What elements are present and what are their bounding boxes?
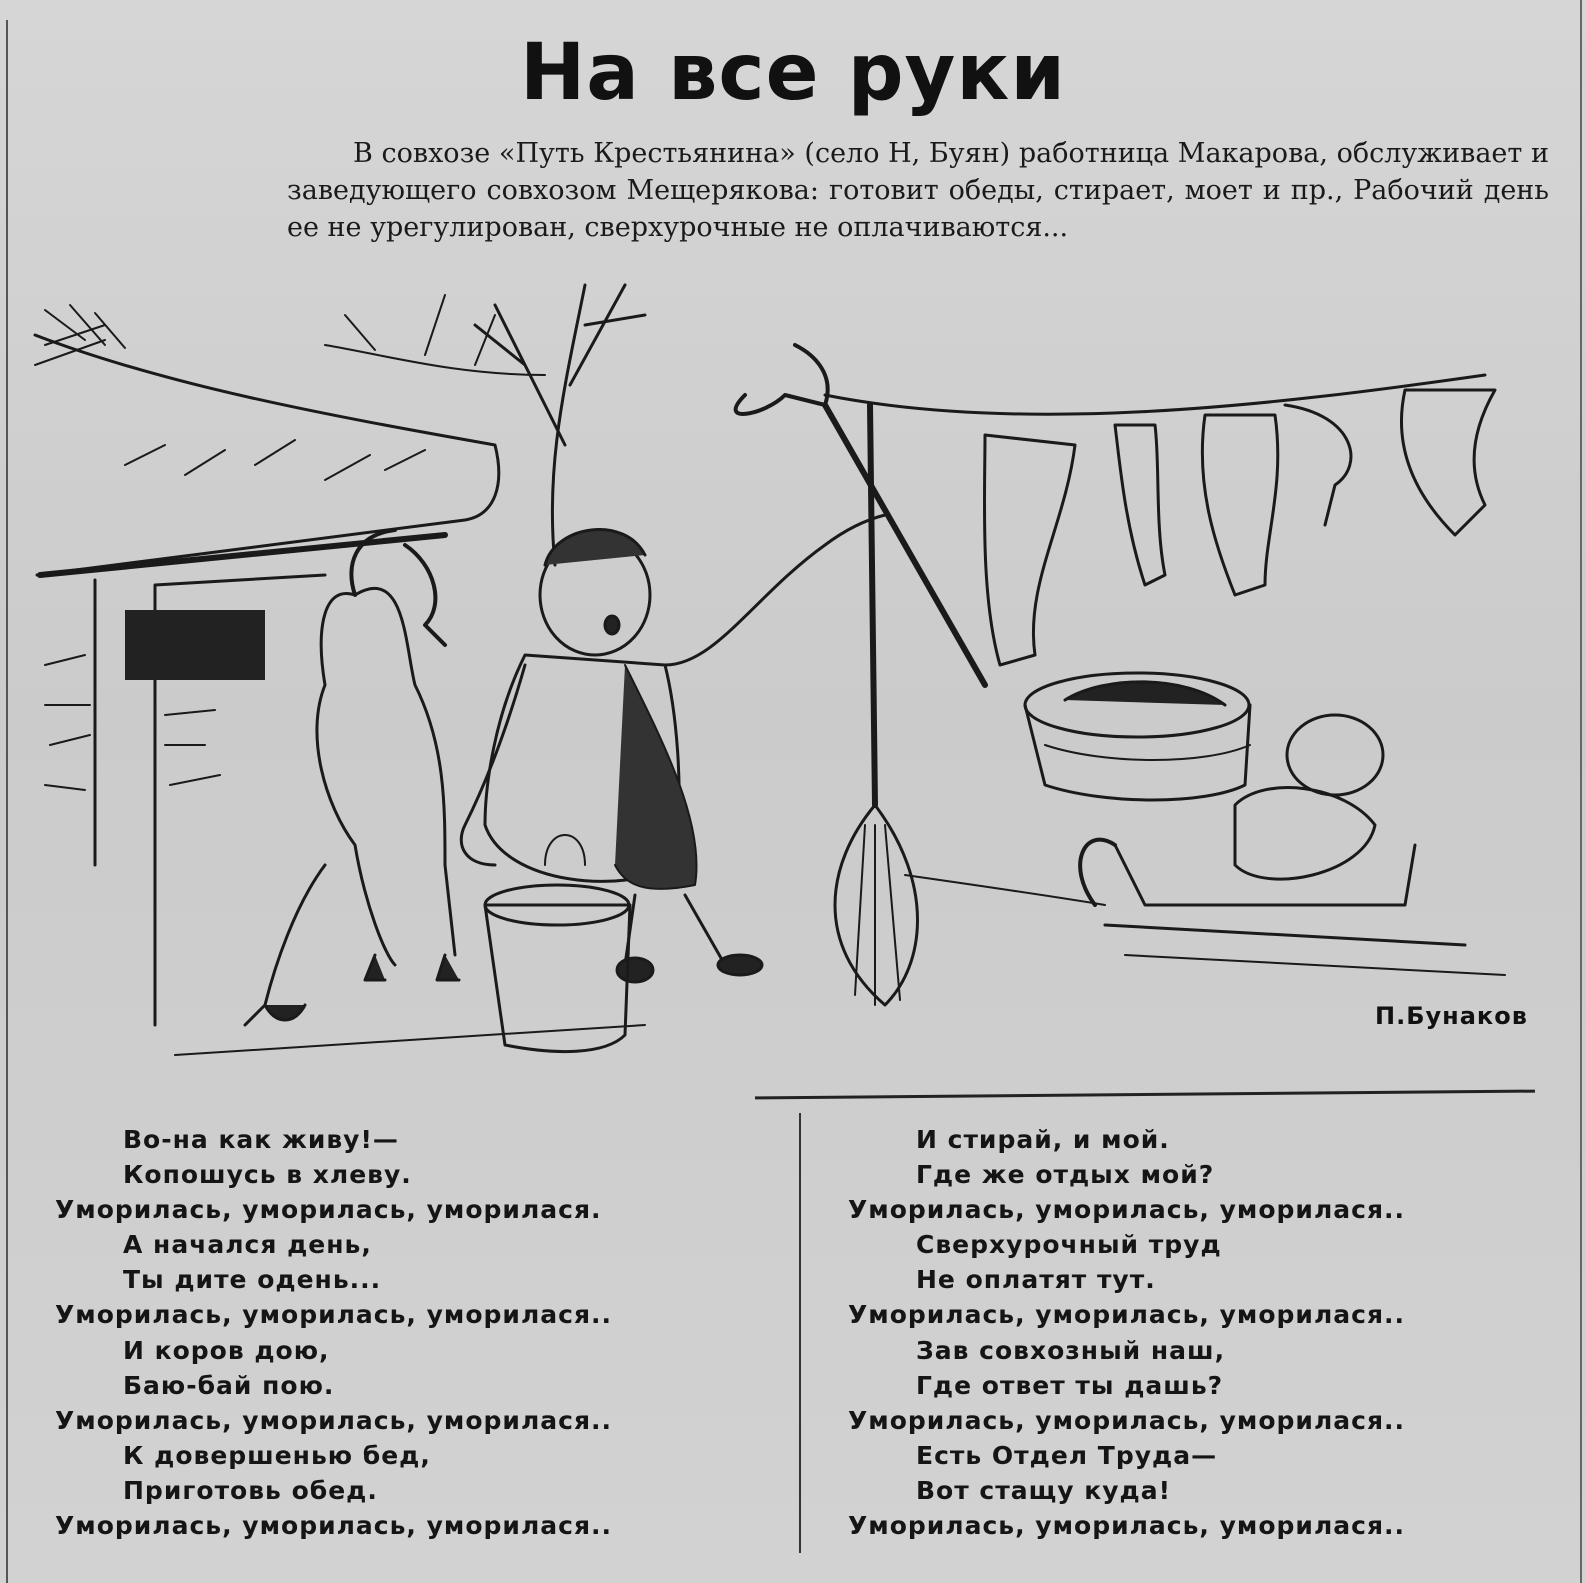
poem-line: И стирай, и мой. [916,1125,1170,1154]
bucket [485,835,630,1052]
poem-line: Зав совхозный наш, [916,1335,1226,1365]
poem-line: Где же отдых мой? [916,1160,1215,1190]
page-edge-left [6,20,8,1583]
poem-right-column [848,1122,1568,1543]
poem-refrain: Уморилась, уморилась, уморилася.. [848,1195,1405,1225]
poem-line: Сверхурочный труд [916,1230,1222,1260]
article-lead-paragraph: В совхозе «Путь Крестьянина» (село Н, Буян) работница Макарова, обслуживает и заведующего совхозом Мещерякова: готовит обеды, стирает, моет и пр., Рабочий день ее не урегулирован, сверхурочные не оплачиваются... [287,138,1549,243]
poem-refrain: Уморилась, уморилась, уморилася.. [55,1405,612,1435]
washtub [1025,673,1250,800]
tree-branches [325,285,645,565]
child-on-sled [905,715,1465,945]
poem-line: Где ответ ты дашь? [916,1370,1224,1400]
poem-line: Вот стащу куда! [916,1475,1171,1505]
woman-figure [461,515,885,982]
cartoon-illustration [25,265,1560,1100]
page-edge-right [1580,0,1582,1583]
illustrator-signature: П.Бунаков [1375,1002,1528,1030]
poem-line: Приготовь обед. [123,1475,378,1505]
poem-line: Есть Отдел Труда— [916,1440,1218,1470]
clothesline [825,375,1495,665]
poem-line: Не оплатят тут. [916,1265,1156,1295]
poem-refrain: Уморилась, уморилась, уморилася.. [848,1300,1405,1330]
poem-refrain: Уморилась, уморилась, уморилася.. [848,1511,1405,1541]
poem-line: Во-на как живу!— [123,1125,399,1154]
poem-line: К довершенью бед, [123,1440,431,1470]
poem-refrain: Уморилась, уморилась, уморилася.. [848,1405,1405,1435]
poem-line: И коров дою, [123,1335,330,1365]
calf [245,530,459,1025]
poem-refrain: Уморилась, уморилась, уморилася.. [55,1300,612,1330]
poem-refrain: Уморилась, уморилась, уморилася. [55,1195,602,1225]
barn-wall [45,575,325,1025]
article-title: На все руки [520,28,1066,118]
poem-left-column [55,1122,775,1543]
poem-line: Ты дите одень... [123,1265,382,1295]
oven-fork [736,345,985,685]
poem-line: А начался день, [123,1230,372,1260]
poem-refrain: Уморилась, уморилась, уморилася.. [55,1511,612,1541]
poem-line: Баю-бай пою. [123,1370,335,1400]
poem-line: Копошусь в хлеву. [123,1160,412,1190]
poem-column-divider [799,1113,801,1553]
